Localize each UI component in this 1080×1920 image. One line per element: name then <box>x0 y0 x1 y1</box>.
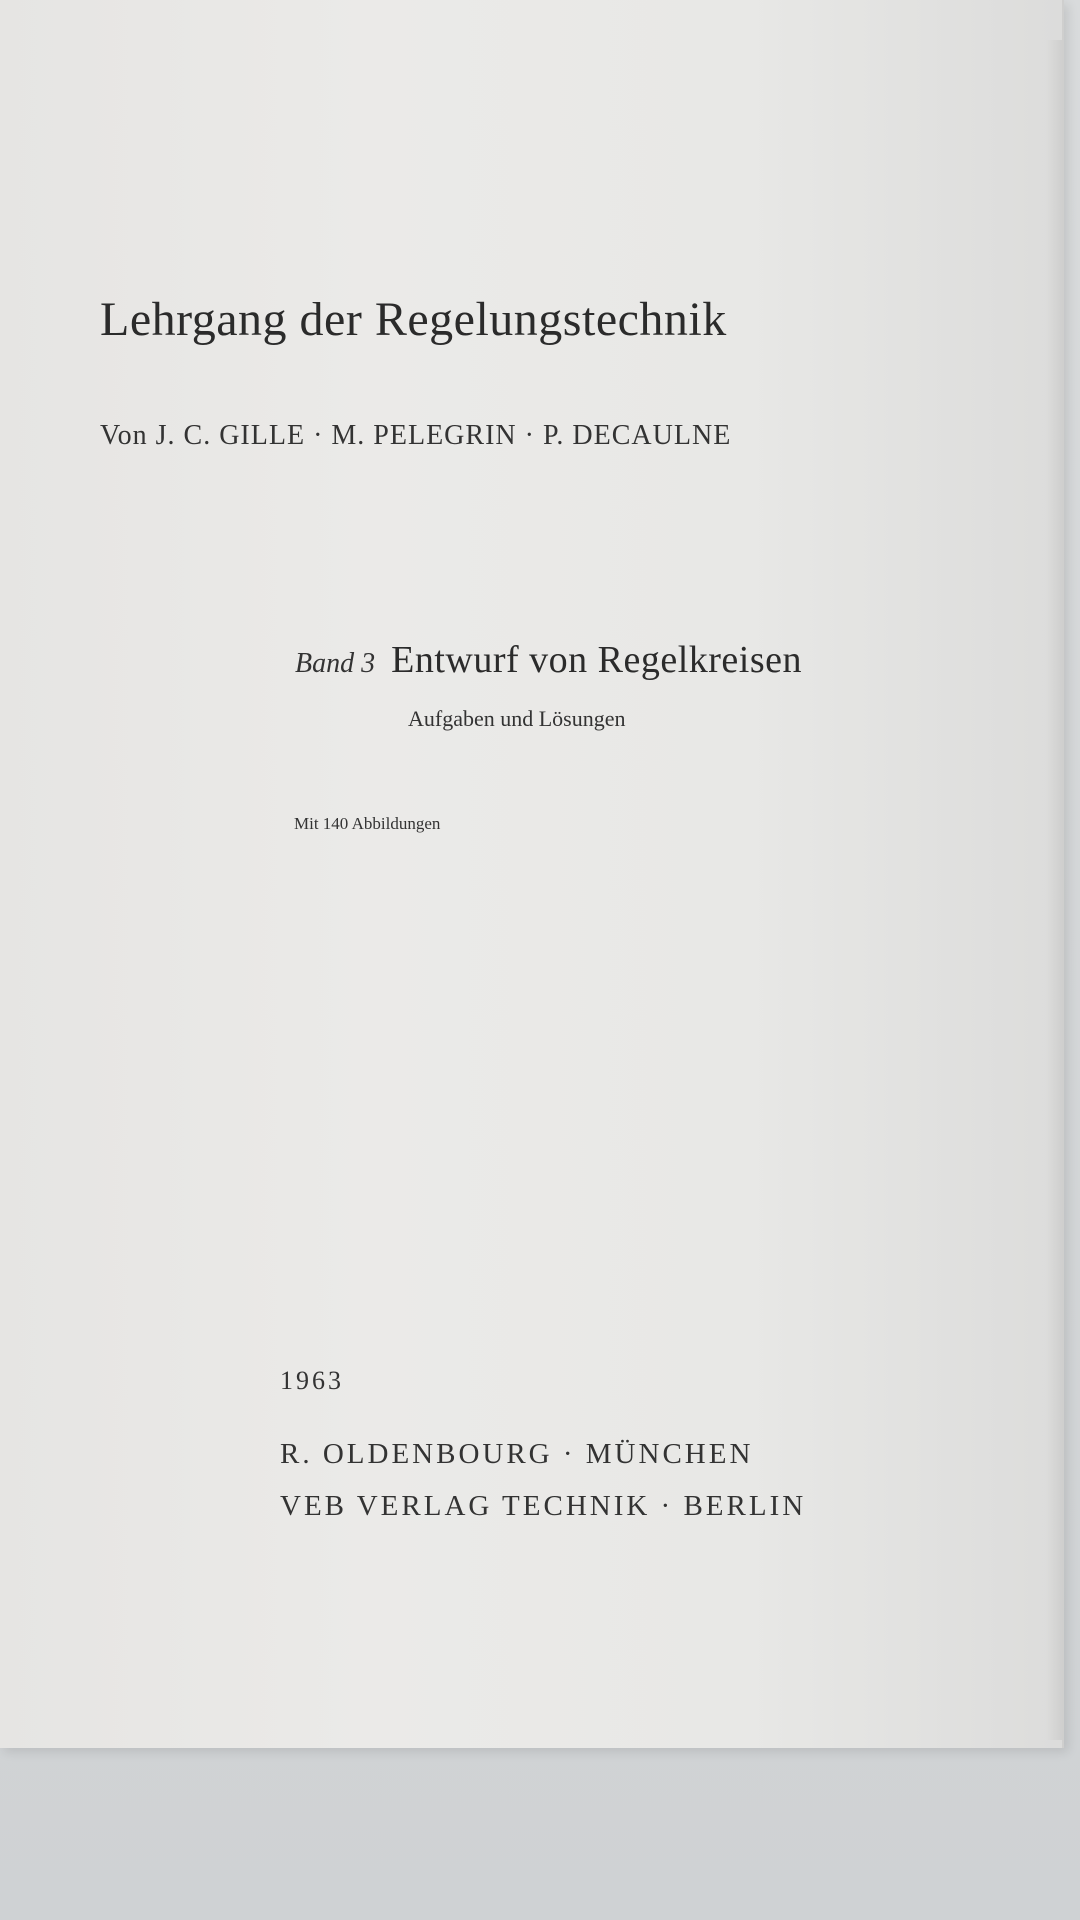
author-1: J. C. GILLE <box>155 420 306 451</box>
page-edge-shadow <box>1046 40 1062 1740</box>
author-2: M. PELEGRIN <box>331 420 517 451</box>
author-3: P. DECAULNE <box>542 420 732 451</box>
publisher-line-2: VEB VERLAG TECHNIK · BERLIN <box>280 1490 807 1522</box>
illustrations-note: Mit 140 Abbildungen <box>294 814 441 833</box>
volume-subtitle: Aufgaben und Lösungen <box>408 706 626 731</box>
author-separator: · <box>524 420 535 451</box>
authors-line <box>100 420 731 452</box>
volume-line <box>295 638 802 682</box>
volume-title: Entwurf von Regelkreisen <box>391 639 802 681</box>
volume-label: Band 3 <box>295 648 376 679</box>
publication-year: 1963 <box>280 1366 344 1395</box>
authors-prefix: Von <box>100 420 148 451</box>
book-title: Lehrgang der Regelungstechnik <box>100 293 727 346</box>
publisher-line-1: R. OLDENBOURG · MÜNCHEN <box>280 1438 754 1470</box>
author-separator: · <box>313 420 324 451</box>
